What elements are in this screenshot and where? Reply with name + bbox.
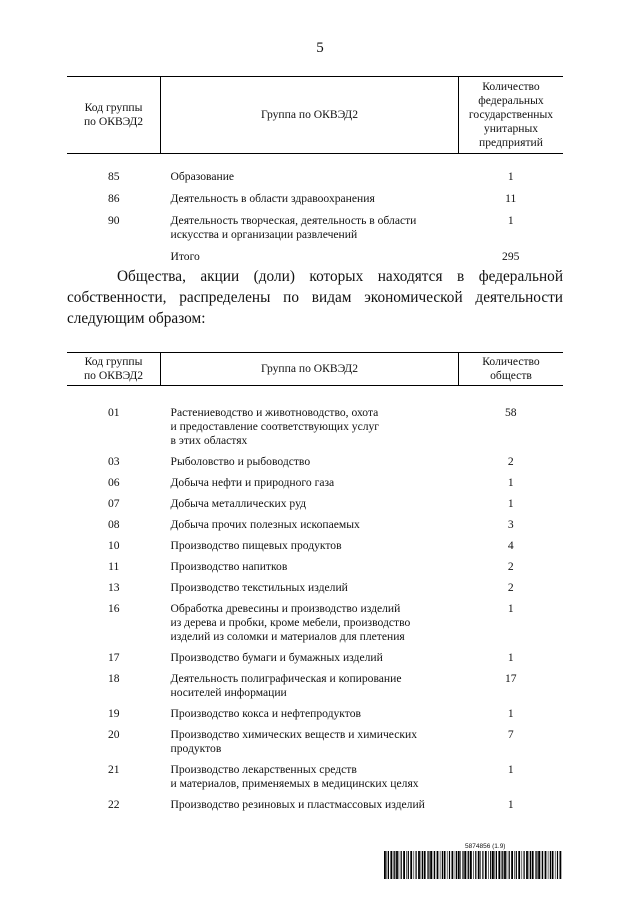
table-row: [67, 154, 563, 185]
row-code: 20: [107, 728, 120, 741]
header-count: Количество федеральных государственных унитарных предприятий: [459, 77, 564, 154]
table-row: [67, 700, 563, 721]
row-code: 16: [107, 602, 120, 615]
table-header: [67, 77, 563, 154]
header-group: Группа по ОКВЭД2: [161, 77, 459, 154]
row-code: 11: [108, 560, 120, 573]
barcode-label: 5874856 (1.9): [465, 843, 506, 850]
row-code: 18: [107, 672, 120, 685]
row-code: 90: [107, 214, 120, 227]
row-name: Добыча металлических руд: [170, 497, 307, 510]
intro-paragraph: Общества, акции (доли) которых находятся в федеральной собственности, распределены по видам экономической деятельности следующим образом:: [67, 268, 563, 327]
row-code: 22: [107, 798, 120, 811]
table-row: [67, 511, 563, 532]
row-count: 2: [507, 455, 514, 468]
row-count: 7: [507, 728, 514, 741]
row-name: Растениеводство и животноводство, охота и предоставление соответствующих услуг в этих областях: [170, 406, 380, 447]
table-row: [67, 791, 563, 812]
table-row: [67, 574, 563, 595]
row-code: [67, 242, 161, 264]
page-number: 5: [316, 40, 324, 56]
row-count: 1: [507, 763, 514, 776]
row-count: 3: [507, 518, 514, 531]
row-count: 1: [507, 602, 514, 615]
row-name: Деятельность в области здравоохранения: [170, 192, 375, 205]
row-name: Производство химических веществ и химических продуктов: [170, 728, 417, 755]
table-row: [67, 184, 563, 206]
table-row: [67, 665, 563, 700]
table-row: [67, 242, 563, 264]
row-code: 10: [107, 539, 120, 552]
row-count: 17: [504, 672, 517, 685]
row-code: 03: [107, 455, 120, 468]
table-row: [67, 490, 563, 511]
row-count: 11: [505, 192, 517, 205]
table-row: [67, 206, 563, 242]
table-row: [67, 644, 563, 665]
row-count: 2: [507, 560, 514, 573]
barcode: [384, 851, 564, 879]
row-name: Производство кокса и нефтепродуктов: [170, 707, 361, 720]
row-name: Добыча нефти и природного газа: [170, 476, 335, 489]
table-row: [67, 595, 563, 644]
row-name: Деятельность полиграфическая и копирование носителей информации: [170, 672, 402, 699]
row-count: 1: [507, 476, 514, 489]
row-code: 85: [107, 170, 120, 183]
row-name: Добыча прочих полезных ископаемых: [170, 518, 360, 531]
header-code: Код группы по ОКВЭД2: [67, 77, 161, 154]
row-count: 1: [507, 170, 514, 183]
row-name: Обработка древесины и производство изделий из дерева и пробки, кроме мебели, производство изделий из соломки и материалов для плетения: [170, 602, 411, 643]
row-code: 06: [107, 476, 120, 489]
table-row: [67, 756, 563, 791]
row-name: Образование: [170, 170, 235, 183]
row-count: 58: [504, 406, 517, 419]
row-count: 4: [507, 539, 514, 552]
row-count: 1: [507, 497, 514, 510]
row-name: Итого: [170, 250, 200, 263]
table-row: [67, 721, 563, 756]
header-code: Код группы по ОКВЭД2: [67, 353, 161, 386]
row-name: Рыболовство и рыбоводство: [170, 455, 311, 468]
row-count: 1: [507, 651, 514, 664]
row-name: Производство текстильных изделий: [170, 581, 348, 594]
table-header: [67, 353, 563, 386]
row-count: 1: [507, 707, 514, 720]
table-row: [67, 553, 563, 574]
row-code: 07: [107, 497, 120, 510]
row-name: Производство лекарственных средств и материалов, применяемых в медицинских целях: [170, 763, 419, 790]
row-code: 08: [107, 518, 120, 531]
row-code: 13: [107, 581, 120, 594]
table-row: [67, 386, 563, 449]
table-row: [67, 532, 563, 553]
header-group: Группа по ОКВЭД2: [161, 353, 459, 386]
table-companies: [67, 352, 563, 812]
table-row: [67, 469, 563, 490]
table-fgup: [67, 76, 563, 264]
header-count: Количество обществ: [459, 353, 564, 386]
row-count: 295: [502, 250, 520, 263]
row-code: 86: [107, 192, 120, 205]
row-count: 2: [507, 581, 514, 594]
row-code: 17: [107, 651, 120, 664]
row-count: 1: [507, 214, 514, 227]
table-row: [67, 448, 563, 469]
row-code: 19: [107, 707, 120, 720]
row-name: Деятельность творческая, деятельность в области искусства и организации развлечений: [170, 214, 417, 241]
row-name: Производство резиновых и пластмассовых изделий: [170, 798, 425, 811]
row-name: Производство напитков: [170, 560, 288, 573]
row-count: 1: [507, 798, 514, 811]
row-name: Производство пищевых продуктов: [170, 539, 342, 552]
row-code: 21: [107, 763, 120, 776]
row-code: 01: [107, 406, 120, 419]
row-name: Производство бумаги и бумажных изделий: [170, 651, 383, 664]
